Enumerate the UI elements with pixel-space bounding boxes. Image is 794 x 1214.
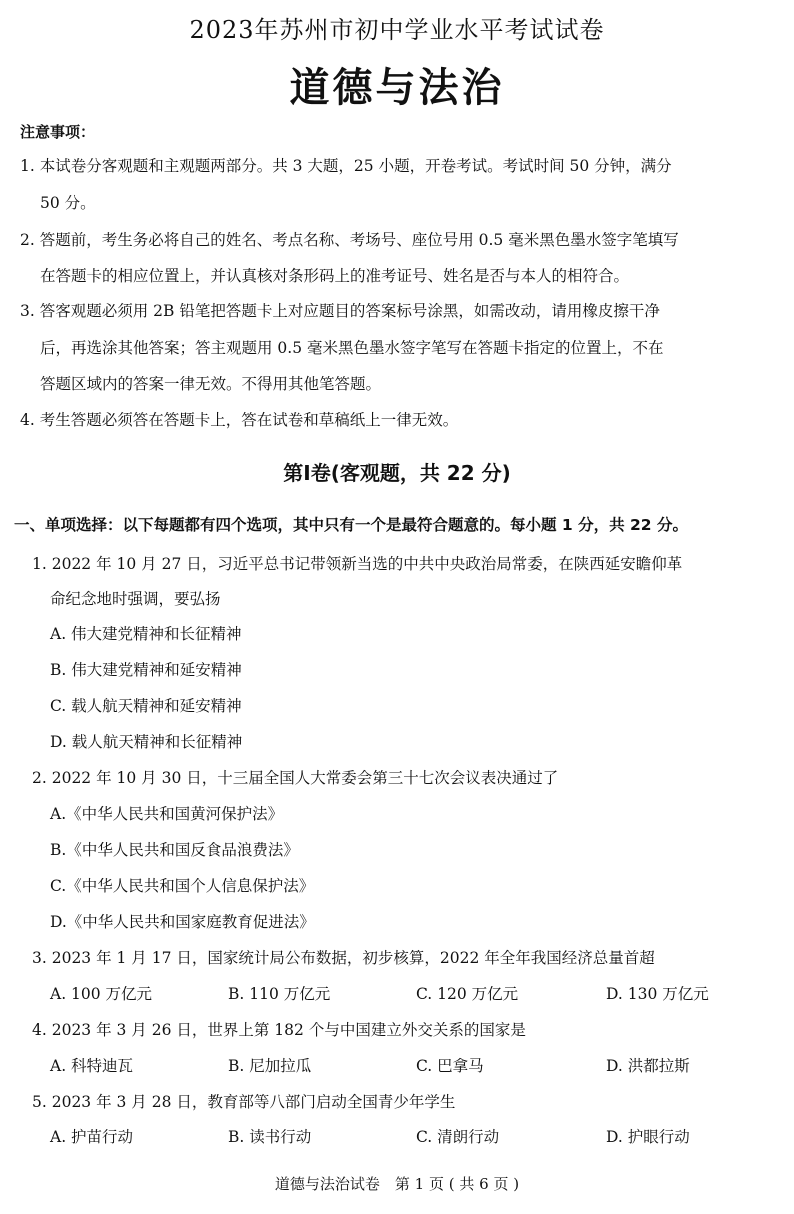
question-stem: 2. 2022 年 10 月 30 日，十三届全国人大常委会第三十七次会议表决通过了 (32, 769, 559, 787)
notice-line: 3. 答客观题必须用 2B 铅笔把答题卡上对应题目的答案标号涂黑，如需改动，请用橡皮擦干净 (20, 302, 660, 320)
option-a: A.《中华人民共和国黄河保护法》 (50, 805, 284, 823)
option-a: A. 科特迪瓦 (50, 1057, 134, 1075)
option-d: D. 载人航天精神和长征精神 (50, 733, 243, 751)
option-b: B.《中华人民共和国反食品浪费法》 (50, 841, 299, 859)
option-c: C. 120 万亿元 (416, 985, 519, 1003)
question-stem: 4. 2023 年 3 月 26 日，世界上第 182 个与中国建立外交关系的国家是 (32, 1021, 526, 1039)
option-b: B. 读书行动 (228, 1128, 312, 1146)
notice-heading: 注意事项： (20, 123, 96, 141)
option-d: D. 洪都拉斯 (606, 1057, 690, 1075)
option-a: A. 伟大建党精神和长征精神 (50, 625, 242, 643)
option-b: B. 尼加拉瓜 (228, 1057, 312, 1075)
option-c: C.《中华人民共和国个人信息保护法》 (50, 877, 315, 895)
notice-line: 2. 答题前，考生务必将自己的姓名、考点名称、考场号、座位号用 0.5 毫米黑色墨水签字笔填写 (20, 231, 679, 249)
option-c: C. 巴拿马 (416, 1057, 484, 1075)
section-title: 第Ⅰ卷(客观题，共 22 分) (283, 461, 511, 485)
notice-line: 1. 本试卷分客观题和主观题两部分。共 3 大题，25 小题，开卷考试。考试时间 50 分钟，满分 (20, 157, 672, 175)
option-b: B. 伟大建党精神和延安精神 (50, 661, 242, 679)
question-stem: 命纪念地时强调，要弘扬 (50, 590, 221, 608)
question-stem: 1. 2022 年 10 月 27 日，习近平总书记带领新当选的中共中央政治局常委，在陕西延安瞻仰革 (32, 555, 683, 573)
subject-title: 道德与法治 (289, 65, 505, 111)
option-c: C. 载人航天精神和延安精神 (50, 697, 242, 715)
notice-line: 后，再选涂其他答案；答主观题用 0.5 毫米黑色墨水签字笔写在答题卡指定的位置上，不在 (40, 339, 664, 357)
option-a: A. 护苗行动 (50, 1128, 134, 1146)
option-d: D. 130 万亿元 (606, 985, 709, 1003)
page-footer: 道德与法治试卷 第 1 页 ( 共 6 页 ) (274, 1175, 520, 1193)
option-a: A. 100 万亿元 (50, 985, 153, 1003)
notice-line: 50 分。 (40, 194, 96, 212)
exam-title: 2023年苏州市初中学业水平考试试卷 (189, 16, 605, 44)
notice-line: 在答题卡的相应位置上，并认真核对条形码上的准考证号、姓名是否与本人的相符合。 (40, 267, 630, 285)
notice-line: 答题区域内的答案一律无效。不得用其他笔答题。 (40, 375, 382, 393)
option-b: B. 110 万亿元 (228, 985, 331, 1003)
option-c: C. 清朗行动 (416, 1128, 500, 1146)
option-d: D. 护眼行动 (606, 1128, 690, 1146)
part-heading: 一、单项选择：以下每题都有四个选项，其中只有一个是最符合题意的。每小题 1 分，共 22 分。 (14, 516, 688, 534)
question-stem: 3. 2023 年 1 月 17 日，国家统计局公布数据，初步核算，2022 年全年我国经济总量首超 (32, 949, 655, 967)
option-d: D.《中华人民共和国家庭教育促进法》 (50, 913, 315, 931)
question-stem: 5. 2023 年 3 月 28 日，教育部等八部门启动全国青少年学生 (32, 1093, 456, 1111)
notice-line: 4. 考生答题必须答在答题卡上，答在试卷和草稿纸上一律无效。 (20, 411, 459, 429)
